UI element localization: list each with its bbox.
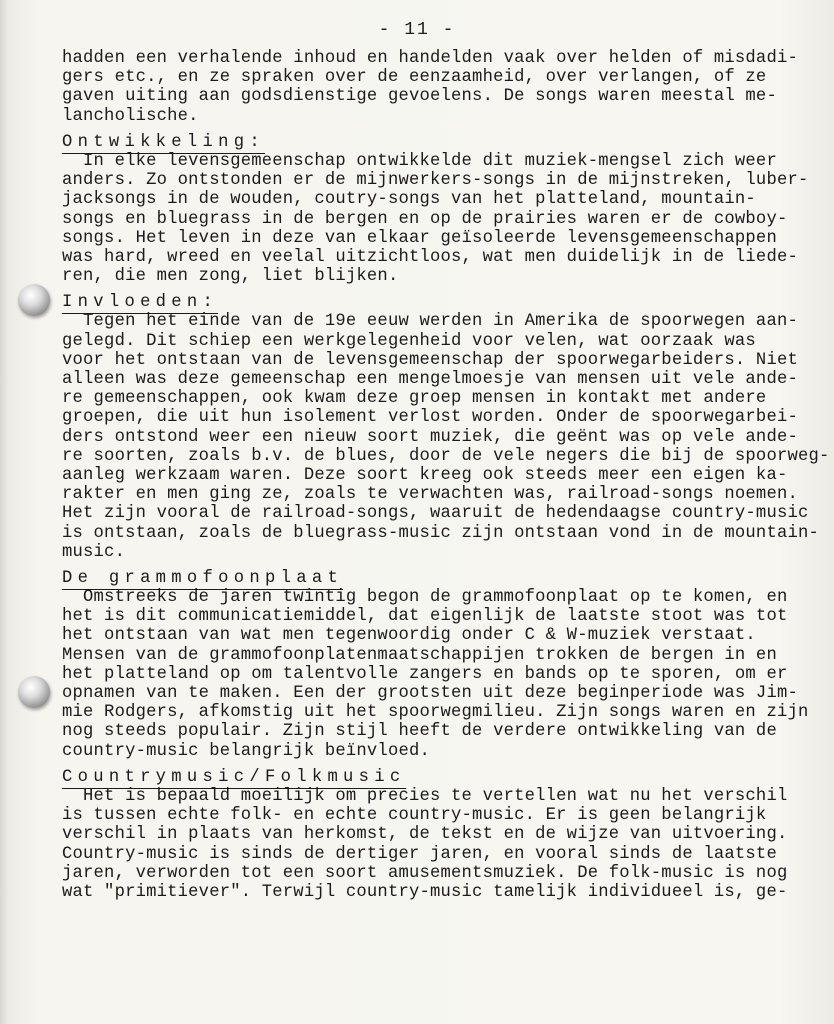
document-body [62,49,830,902]
text-line: Omstreeks de jaren twintig begon de grammofoonplaat op te komen, en [62,588,788,608]
text-line: Het zijn vooral de railroad-songs, waaruit de hedendaagse country-music [62,504,809,524]
section [62,49,798,126]
text-line: Mensen van de grammofoonplatenmaatschappijen trokken de bergen in en [62,645,777,665]
section [62,293,830,562]
section [62,132,809,287]
section [62,768,792,902]
text-line: hadden een verhalende inhoud en handelden vaak over helden of misdadi- [62,49,798,68]
text-line: Country-music is sinds de dertiger jaren, en vooral sinds de laatste [62,844,777,864]
text-line: music. [62,542,126,562]
section-heading [62,133,792,152]
text-line: Tegen het einde van de 19e eeuw werden in Amerika de spoorwegen aan- [62,312,798,332]
page-number: - 11 - [378,20,456,40]
text-line: gelegd. Dit schiep een werkgelegenheid voor velen, wat oorzaak was [62,331,756,351]
section-heading [62,768,792,787]
text-line: was hard, wreed en veelal uitzichtloos, wat men duidelijk in de liede- [62,247,798,267]
section-heading-text: De grammofoonplaat [62,568,344,588]
text-line: groepen, die uit hun isolement verlost worden. Onder de spoorwegarbei- [62,408,798,428]
binder-edge [0,0,10,1024]
text-line: re gemeenschappen, ook kwam deze groep mensen in kontakt met andere [62,389,767,409]
text-line: jacksongs in de wouden, coutry-songs van het platteland, mountain- [62,190,756,210]
text-line: het ontstaan van wat men tegenwoordig onder C & W-muziek verstaat. [62,626,756,646]
section-heading-text: Ontwikkeling: [62,132,265,152]
text-line: anders. Zo ontstonden er de mijnwerkers-songs in de mijnstreken, luber- [62,171,809,191]
text-line: nog steeds populair. Zijn stijl heeft de verdere ontwikkeling van de [62,722,777,742]
section-heading-text: Invloeden: [62,293,219,313]
section-heading-text: Countrymusic/Folkmusic [62,767,406,787]
text-line: rakter en men ging ze, zoals te verwachten was, railroad-songs noemen. [62,485,798,505]
text-line: lancholische. [62,106,199,126]
text-line: opnamen van te maken. Een der grootsten uit deze beginperiode was Jim- [62,684,798,703]
text-line: re soorten, zoals b.v. de blues, door de vele negers die bij de spoorweg- [62,446,830,466]
text-line: songs en bluegrass in de bergen en op de prairies waren er de cowboy- [62,209,788,229]
text-line: het is dit communicatiemiddel, dat eigenlijk de laatste stoot was tot [62,607,788,627]
text-line: In elke levensgemeenschap ontwikkelde dit muziek-mengsel zich weer [62,151,777,171]
text-line: jaren, verworden tot een soort amusementsmuziek. De folk-music is nog [62,863,788,883]
punch-hole-bottom [18,676,50,708]
text-line: is tussen echte folk- en echte country-music. Er is geen belangrijk [62,806,767,826]
section [62,568,809,761]
section-heading [62,293,792,312]
text-line: country-music belangrijk beïnvloed. [62,741,430,761]
text-line: voor het ontstaan van de levensgemeenschap der spoorwegarbeiders. Niet [62,350,798,370]
text-line: ders ontstond weer een nieuw soort muziek, die geënt was op vele ande- [62,427,798,447]
text-line: alleen was deze gemeenschap een mengelmoesje van mensen uit vele ande- [62,370,798,389]
text-line: mie Rodgers, afkomstig uit het spoorwegmilieu. Zijn songs waren en zijn [62,703,809,723]
text-line: het platteland op om talentvolle zangers en bands op te sporen, om er [62,664,788,684]
text-line: gers etc., en ze spraken over de eenzaamheid, over verlangen, of ze [62,68,767,88]
punch-hole-top [18,284,50,316]
text-line: wat "primitiever". Terwijl country-music tamelijk individueel is, ge- [62,882,788,902]
text-line: gaven uiting aan godsdienstige gevoelens. De songs waren meestal me- [62,87,777,107]
text-line: aanleg werkzaam waren. Deze soort kreeg ook steeds meer een eigen ka- [62,465,788,485]
text-line: verschil in plaats van herkomst, de tekst en de wijze van uitvoering. [62,825,788,845]
section-heading [62,569,792,588]
text-line: songs. Het leven in deze van elkaar geïsoleerde levensgemeenschappen [62,228,777,248]
text-line: ren, die men zong, liet blijken. [62,267,399,287]
text-line: Het is bepaald moeilijk om precies te vertellen wat nu het verschil [62,786,788,806]
text-line: is ontstaan, zoals de bluegrass-music zijn ontstaan vond in de mountain- [62,523,820,543]
